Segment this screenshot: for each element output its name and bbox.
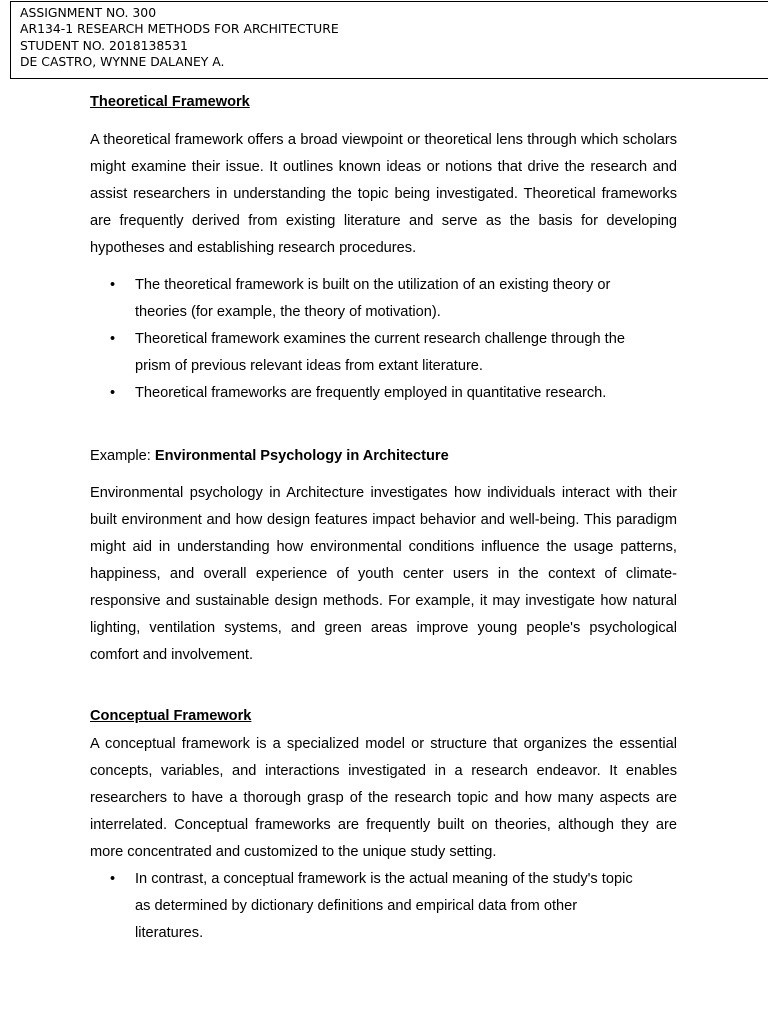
example-title-line: [90, 446, 677, 467]
assignment-number: ASSIGNMENT NO. 300: [20, 5, 157, 20]
bullet-icon: •: [110, 871, 116, 887]
list-item: [90, 380, 677, 407]
list-item-text: The theoretical framework is built on the utilization of an existing theory or theories (for example, the theory of motivation).: [135, 277, 611, 320]
bullet-icon: •: [110, 385, 116, 401]
example-title: Environmental Psychology in Architecture: [154, 448, 449, 464]
student-number: STUDENT NO. 2018138531: [20, 37, 188, 53]
theoretical-framework-list: [90, 272, 677, 407]
bullet-icon: •: [110, 331, 116, 347]
theoretical-framework-heading: Theoretical Framework: [90, 94, 250, 110]
list-item: [90, 866, 677, 947]
list-item-text: In contrast, a conceptual framework is the actual meaning of the study's topic as determined by dictionary definitions and empirical data from other literatures.: [135, 871, 633, 941]
theoretical-framework-paragraph: A theoretical framework offers a broad viewpoint or theoretical lens through which scholars might examine their issue. It outlines known ideas or notions that drive the research and assist researchers in understanding the topic being investigated. Theoretical frameworks are frequently derived from existing literature and serve as the basis for developing hypotheses and establishing research procedures.: [90, 132, 677, 256]
example-paragraph: Environmental psychology in Architecture investigates how individuals interact with their built environment and how design features impact behavior and well-being. This paradigm might aid in understanding how environmental conditions influence the usage patterns, happiness, and overall experience of youth center users in the context of climate-responsive and sustainable design methods. For example, it may investigate how natural lighting, ventilation systems, and green areas improve young people's psychological comfort and involvement.: [90, 485, 677, 663]
student-info-header: [10, 1, 768, 79]
list-item: [90, 326, 677, 380]
student-name: DE CASTRO, WYNNE DALANEY A.: [20, 54, 225, 70]
conceptual-framework-paragraph: A conceptual framework is a specialized model or structure that organizes the essential concepts, variables, and interactions investigated in a research endeavor. It enables researchers to have a thorough grasp of the research topic and how many aspects are interrelated. Conceptual frameworks are frequently built on theories, although they are more concentrated and customized to the unique study setting.: [90, 736, 677, 860]
conceptual-framework-heading: Conceptual Framework: [90, 708, 252, 724]
document-body: [90, 92, 677, 947]
list-item-text: Theoretical frameworks are frequently employed in quantitative research.: [135, 385, 607, 401]
conceptual-framework-list: [90, 866, 677, 947]
list-item: [90, 272, 677, 326]
bullet-icon: •: [110, 277, 116, 293]
list-item-text: Theoretical framework examines the current research challenge through the prism of previous relevant ideas from extant literature.: [135, 331, 625, 374]
example-prefix: Example:: [90, 448, 155, 464]
course-title: AR134-1 RESEARCH METHODS FOR ARCHITECTURE: [20, 21, 339, 37]
